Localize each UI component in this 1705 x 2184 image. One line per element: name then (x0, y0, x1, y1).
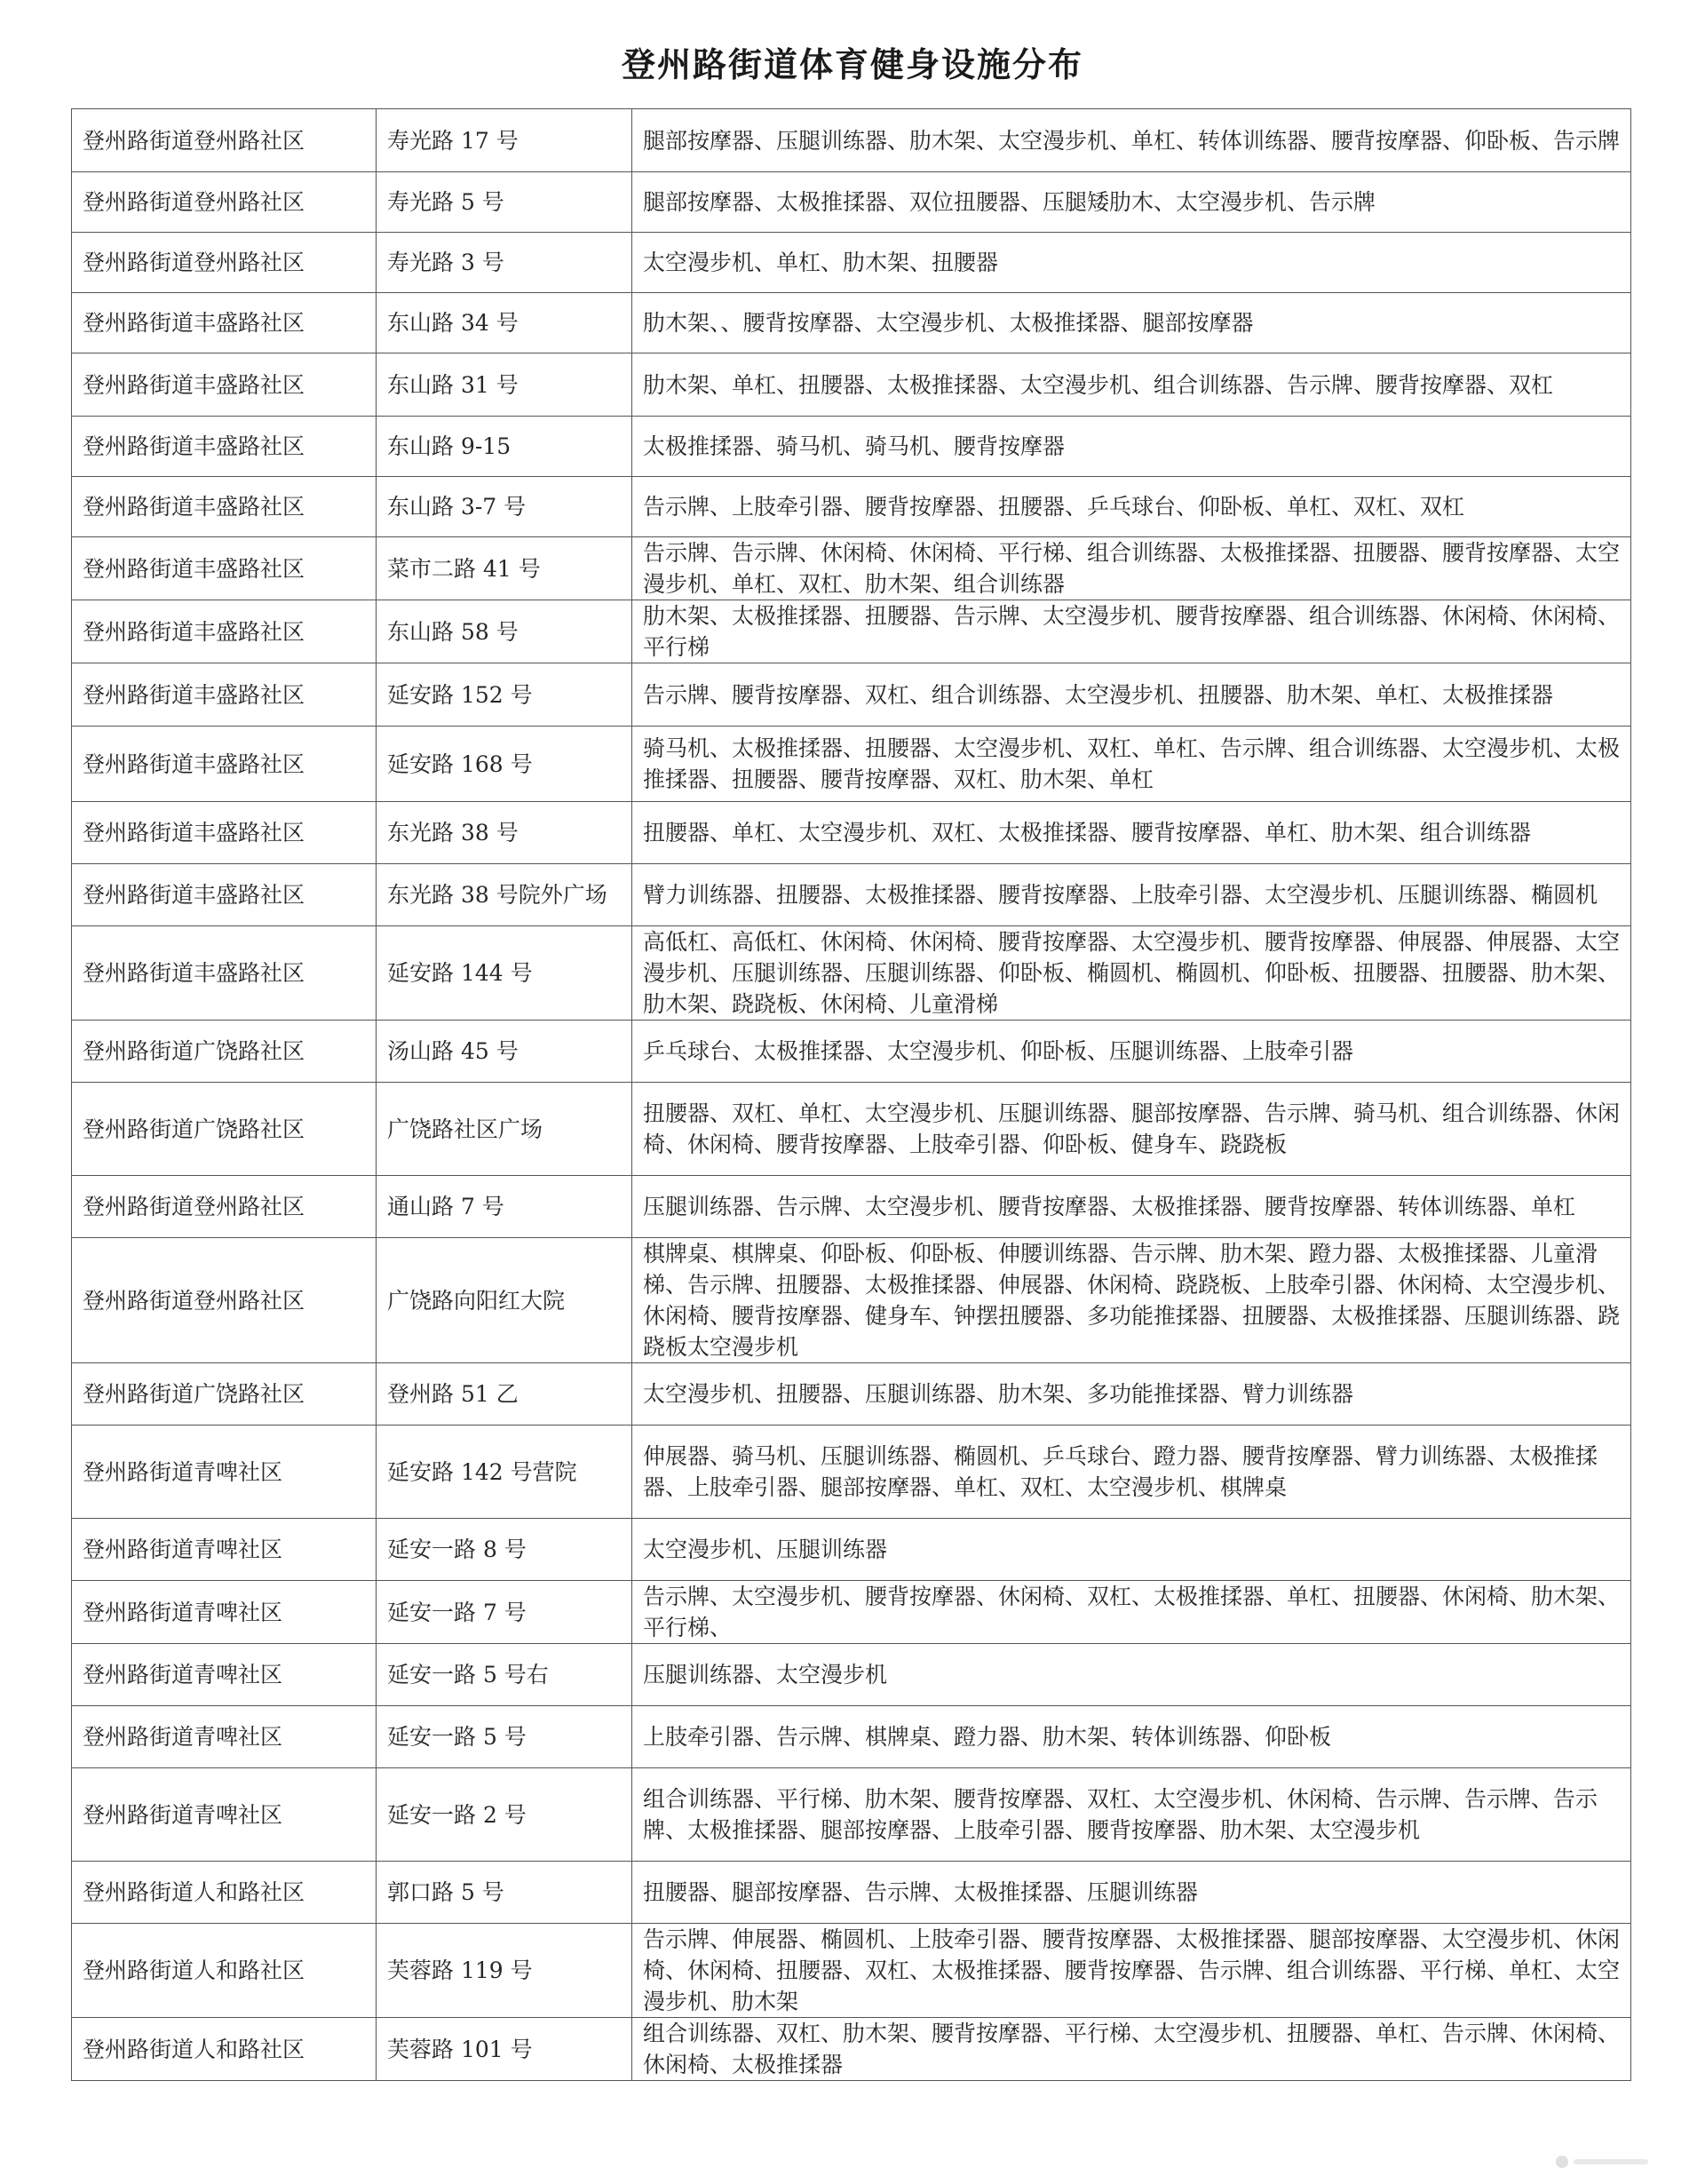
equipment-cell: 太空漫步机、单杠、肋木架、扭腰器 (632, 233, 1631, 293)
community-cell: 登州路街道丰盛路社区 (72, 926, 377, 1021)
equipment-cell: 组合训练器、平行梯、肋木架、腰背按摩器、双杠、太空漫步机、休闲椅、告示牌、告示牌、告示牌、太极推揉器、腿部按摩器、上肢牵引器、腰背按摩器、肋木架、太空漫步机 (632, 1768, 1631, 1862)
facilities-table (71, 108, 1631, 2081)
address-cell: 广饶路社区广场 (377, 1083, 632, 1176)
community-cell: 登州路街道丰盛路社区 (72, 600, 377, 663)
table-row (72, 1706, 1631, 1768)
community-cell: 登州路街道广饶路社区 (72, 1021, 377, 1083)
equipment-cell: 高低杠、高低杠、休闲椅、休闲椅、腰背按摩器、太空漫步机、腰背按摩器、伸展器、伸展器、太空漫步机、压腿训练器、压腿训练器、仰卧板、椭圆机、椭圆机、仰卧板、扭腰器、扭腰器、肋木架、肋木架、跷跷板、休闲椅、儿童滑梯 (632, 926, 1631, 1021)
community-cell: 登州路街道丰盛路社区 (72, 353, 377, 417)
address-cell: 郭口路 5 号 (377, 1862, 632, 1924)
table-row (72, 1426, 1631, 1519)
community-cell: 登州路街道登州路社区 (72, 109, 377, 172)
community-cell: 登州路街道青啤社区 (72, 1768, 377, 1862)
address-cell: 广饶路向阳红大院 (377, 1238, 632, 1363)
equipment-cell: 骑马机、太极推揉器、扭腰器、太空漫步机、双杠、单杠、告示牌、组合训练器、太空漫步机、太极推揉器、扭腰器、腰背按摩器、双杠、肋木架、单杠 (632, 727, 1631, 802)
table-row (72, 293, 1631, 353)
table-row (72, 663, 1631, 727)
table-row (72, 926, 1631, 1021)
equipment-cell: 扭腰器、双杠、单杠、太空漫步机、压腿训练器、腿部按摩器、告示牌、骑马机、组合训练器、休闲椅、休闲椅、腰背按摩器、上肢牵引器、仰卧板、健身车、跷跷板 (632, 1083, 1631, 1176)
equipment-cell: 肋木架、、腰背按摩器、太空漫步机、太极推揉器、腿部按摩器 (632, 293, 1631, 353)
community-cell: 登州路街道广饶路社区 (72, 1083, 377, 1176)
community-cell: 登州路街道青啤社区 (72, 1581, 377, 1644)
community-cell: 登州路街道丰盛路社区 (72, 727, 377, 802)
table-row (72, 477, 1631, 537)
table-row (72, 1363, 1631, 1426)
address-cell: 延安路 168 号 (377, 727, 632, 802)
equipment-cell: 太空漫步机、扭腰器、压腿训练器、肋木架、多功能推揉器、臂力训练器 (632, 1363, 1631, 1426)
community-cell: 登州路街道青啤社区 (72, 1519, 377, 1581)
document-title: 登州路街道体育健身设施分布 (621, 44, 1083, 84)
equipment-cell: 腿部按摩器、太极推揉器、双位扭腰器、压腿矮肋木、太空漫步机、告示牌 (632, 172, 1631, 233)
community-cell: 登州路街道登州路社区 (72, 172, 377, 233)
table-row (72, 1083, 1631, 1176)
equipment-cell: 告示牌、腰背按摩器、双杠、组合训练器、太空漫步机、扭腰器、肋木架、单杠、太极推揉器 (632, 663, 1631, 727)
address-cell: 东山路 3-7 号 (377, 477, 632, 537)
table-row (72, 1238, 1631, 1363)
community-cell: 登州路街道丰盛路社区 (72, 864, 377, 926)
address-cell: 延安一路 5 号 (377, 1706, 632, 1768)
equipment-cell: 臂力训练器、扭腰器、太极推揉器、腰背按摩器、上肢牵引器、太空漫步机、压腿训练器、椭圆机 (632, 864, 1631, 926)
address-cell: 登州路 51 乙 (377, 1363, 632, 1426)
table-row (72, 600, 1631, 663)
address-cell: 通山路 7 号 (377, 1176, 632, 1238)
table-row (72, 727, 1631, 802)
equipment-cell: 太空漫步机、压腿训练器 (632, 1519, 1631, 1581)
community-cell: 登州路街道人和路社区 (72, 1924, 377, 2018)
community-cell: 登州路街道丰盛路社区 (72, 663, 377, 727)
table-row (72, 2018, 1631, 2081)
equipment-cell: 棋牌桌、棋牌桌、仰卧板、仰卧板、伸腰训练器、告示牌、肋木架、蹬力器、太极推揉器、儿童滑梯、告示牌、扭腰器、太极推揉器、伸展器、休闲椅、跷跷板、上肢牵引器、休闲椅、太空漫步机、休闲椅、腰背按摩器、健身车、钟摆扭腰器、多功能推揉器、扭腰器、太极推揉器、压腿训练器、跷跷板太空漫步机 (632, 1238, 1631, 1363)
community-cell: 登州路街道登州路社区 (72, 233, 377, 293)
equipment-cell: 伸展器、骑马机、压腿训练器、椭圆机、乒乓球台、蹬力器、腰背按摩器、臂力训练器、太极推揉器、上肢牵引器、腿部按摩器、单杠、双杠、太空漫步机、棋牌桌 (632, 1426, 1631, 1519)
address-cell: 东光路 38 号院外广场 (377, 864, 632, 926)
equipment-cell: 压腿训练器、太空漫步机 (632, 1644, 1631, 1706)
equipment-cell: 告示牌、上肢牵引器、腰背按摩器、扭腰器、乒乓球台、仰卧板、单杠、双杠、双杠 (632, 477, 1631, 537)
address-cell: 东山路 34 号 (377, 293, 632, 353)
equipment-cell: 太极推揉器、骑马机、骑马机、腰背按摩器 (632, 417, 1631, 477)
table-row (72, 172, 1631, 233)
address-cell: 延安一路 7 号 (377, 1581, 632, 1644)
address-cell: 延安路 142 号营院 (377, 1426, 632, 1519)
address-cell: 芙蓉路 101 号 (377, 2018, 632, 2081)
table-row (72, 1644, 1631, 1706)
table-row (72, 1924, 1631, 2018)
equipment-cell: 告示牌、伸展器、椭圆机、上肢牵引器、腰背按摩器、太极推揉器、腿部按摩器、太空漫步机、休闲椅、休闲椅、扭腰器、双杠、太极推揉器、腰背按摩器、告示牌、组合训练器、平行梯、单杠、太空漫步机、肋木架 (632, 1924, 1631, 2018)
equipment-cell: 肋木架、单杠、扭腰器、太极推揉器、太空漫步机、组合训练器、告示牌、腰背按摩器、双杠 (632, 353, 1631, 417)
equipment-cell: 压腿训练器、告示牌、太空漫步机、腰背按摩器、太极推揉器、腰背按摩器、转体训练器、单杠 (632, 1176, 1631, 1238)
facilities-table-body (72, 109, 1631, 2081)
community-cell: 登州路街道广饶路社区 (72, 1363, 377, 1426)
community-cell: 登州路街道丰盛路社区 (72, 802, 377, 864)
equipment-cell: 告示牌、告示牌、休闲椅、休闲椅、平行梯、组合训练器、太极推揉器、扭腰器、腰背按摩器、太空漫步机、单杠、双杠、肋木架、组合训练器 (632, 537, 1631, 600)
community-cell: 登州路街道丰盛路社区 (72, 293, 377, 353)
table-row (72, 802, 1631, 864)
address-cell: 芙蓉路 119 号 (377, 1924, 632, 2018)
address-cell: 延安一路 5 号右 (377, 1644, 632, 1706)
community-cell: 登州路街道丰盛路社区 (72, 477, 377, 537)
table-row (72, 233, 1631, 293)
community-cell: 登州路街道青啤社区 (72, 1644, 377, 1706)
address-cell: 寿光路 17 号 (377, 109, 632, 172)
table-row (72, 109, 1631, 172)
table-row (72, 1176, 1631, 1238)
table-row (72, 1519, 1631, 1581)
equipment-cell: 乒乓球台、太极推揉器、太空漫步机、仰卧板、压腿训练器、上肢牵引器 (632, 1021, 1631, 1083)
equipment-cell: 告示牌、太空漫步机、腰背按摩器、休闲椅、双杠、太极推揉器、单杠、扭腰器、休闲椅、肋木架、平行梯、 (632, 1581, 1631, 1644)
community-cell: 登州路街道青啤社区 (72, 1426, 377, 1519)
table-row (72, 417, 1631, 477)
address-cell: 延安路 144 号 (377, 926, 632, 1021)
community-cell: 登州路街道登州路社区 (72, 1176, 377, 1238)
address-cell: 延安一路 2 号 (377, 1768, 632, 1862)
community-cell: 登州路街道登州路社区 (72, 1238, 377, 1363)
community-cell: 登州路街道人和路社区 (72, 2018, 377, 2081)
table-row (72, 537, 1631, 600)
table-row (72, 353, 1631, 417)
address-cell: 寿光路 3 号 (377, 233, 632, 293)
address-cell: 东光路 38 号 (377, 802, 632, 864)
equipment-cell: 扭腰器、单杠、太空漫步机、双杠、太极推揉器、腰背按摩器、单杠、肋木架、组合训练器 (632, 802, 1631, 864)
community-cell: 登州路街道丰盛路社区 (72, 537, 377, 600)
address-cell: 寿光路 5 号 (377, 172, 632, 233)
equipment-cell: 上肢牵引器、告示牌、棋牌桌、蹬力器、肋木架、转体训练器、仰卧板 (632, 1706, 1631, 1768)
table-row (72, 1862, 1631, 1924)
equipment-cell: 肋木架、太极推揉器、扭腰器、告示牌、太空漫步机、腰背按摩器、组合训练器、休闲椅、休闲椅、平行梯 (632, 600, 1631, 663)
table-row (72, 1768, 1631, 1862)
watermark-logo (1554, 2152, 1652, 2172)
table-row (72, 1021, 1631, 1083)
equipment-cell: 组合训练器、双杠、肋木架、腰背按摩器、平行梯、太空漫步机、扭腰器、单杠、告示牌、休闲椅、休闲椅、太极推揉器 (632, 2018, 1631, 2081)
equipment-cell: 扭腰器、腿部按摩器、告示牌、太极推揉器、压腿训练器 (632, 1862, 1631, 1924)
address-cell: 汤山路 45 号 (377, 1021, 632, 1083)
equipment-cell: 腿部按摩器、压腿训练器、肋木架、太空漫步机、单杠、转体训练器、腰背按摩器、仰卧板、告示牌 (632, 109, 1631, 172)
table-row (72, 864, 1631, 926)
community-cell: 登州路街道青啤社区 (72, 1706, 377, 1768)
address-cell: 延安路 152 号 (377, 663, 632, 727)
address-cell: 延安一路 8 号 (377, 1519, 632, 1581)
address-cell: 东山路 58 号 (377, 600, 632, 663)
community-cell: 登州路街道丰盛路社区 (72, 417, 377, 477)
address-cell: 东山路 9-15 (377, 417, 632, 477)
table-row (72, 1581, 1631, 1644)
address-cell: 东山路 31 号 (377, 353, 632, 417)
community-cell: 登州路街道人和路社区 (72, 1862, 377, 1924)
address-cell: 菜市二路 41 号 (377, 537, 632, 600)
